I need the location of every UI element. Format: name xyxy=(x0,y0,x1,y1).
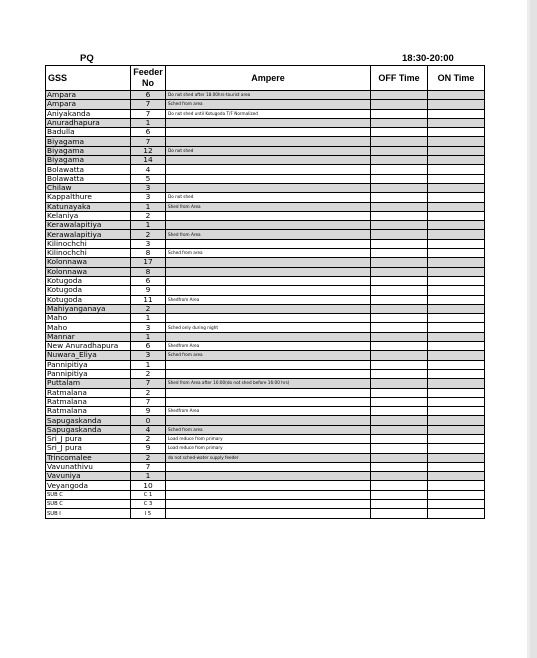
ampere-cell: Sched from area xyxy=(166,351,371,360)
table-row xyxy=(46,221,485,230)
off-time-cell xyxy=(371,379,428,388)
ampere-cell xyxy=(166,156,371,165)
on-time-cell xyxy=(428,323,485,332)
ampere-cell xyxy=(166,332,371,341)
on-time-cell xyxy=(428,332,485,341)
on-time-cell xyxy=(428,434,485,443)
off-time-cell xyxy=(371,193,428,202)
gss-cell: Nuwara_Eliya xyxy=(46,351,131,360)
ampere-cell: Sched only during night xyxy=(166,323,371,332)
table-row xyxy=(46,202,485,211)
table-row xyxy=(46,109,485,118)
off-time-cell xyxy=(371,183,428,192)
ampere-cell: Load reduce from primary xyxy=(166,434,371,443)
feeder-cell: 6 xyxy=(131,276,166,285)
gss-cell: Vavunathivu xyxy=(46,462,131,471)
gss-cell: SUB C xyxy=(46,490,131,499)
col-off-time: OFF Time xyxy=(371,66,428,91)
on-time-cell xyxy=(428,100,485,109)
table-row xyxy=(46,314,485,323)
gss-cell: Anuradhapura xyxy=(46,118,131,127)
feeder-cell: C 1 xyxy=(131,490,166,499)
gss-cell: Bolawatta xyxy=(46,174,131,183)
on-time-cell xyxy=(428,286,485,295)
ampere-cell xyxy=(166,118,371,127)
table-row xyxy=(46,128,485,137)
feeder-cell: I 5 xyxy=(131,509,166,518)
off-time-cell xyxy=(371,174,428,183)
on-time-cell xyxy=(428,351,485,360)
off-time-cell xyxy=(371,211,428,220)
ampere-cell: Do not shed xyxy=(166,193,371,202)
on-time-cell xyxy=(428,91,485,100)
on-time-cell xyxy=(428,295,485,304)
feeder-cell: 14 xyxy=(131,156,166,165)
off-time-cell xyxy=(371,165,428,174)
table-row xyxy=(46,118,485,127)
off-time-cell xyxy=(371,425,428,434)
gss-cell: Ampara xyxy=(46,91,131,100)
table-row xyxy=(46,146,485,155)
feeder-cell: 2 xyxy=(131,453,166,462)
table-row xyxy=(46,100,485,109)
feeder-cell: 3 xyxy=(131,351,166,360)
off-time-cell xyxy=(371,100,428,109)
off-time-cell xyxy=(371,323,428,332)
on-time-cell xyxy=(428,360,485,369)
table-row xyxy=(46,304,485,313)
off-time-cell xyxy=(371,304,428,313)
gss-cell: Vavuniya xyxy=(46,472,131,481)
off-time-cell xyxy=(371,500,428,509)
ampere-cell xyxy=(166,221,371,230)
table-body xyxy=(46,91,485,519)
on-time-cell xyxy=(428,397,485,406)
table-row xyxy=(46,156,485,165)
gss-cell: Kelaniya xyxy=(46,211,131,220)
off-time-cell xyxy=(371,342,428,351)
gss-cell: Chilaw xyxy=(46,183,131,192)
ampere-cell: Sched from area xyxy=(166,425,371,434)
off-time-cell xyxy=(371,109,428,118)
on-time-cell xyxy=(428,369,485,378)
on-time-cell xyxy=(428,258,485,267)
ampere-cell: Do not shed xyxy=(166,146,371,155)
off-time-cell xyxy=(371,434,428,443)
off-time-cell xyxy=(371,416,428,425)
gss-cell: Kilinochchi xyxy=(46,249,131,258)
ampere-cell xyxy=(166,137,371,146)
on-time-cell xyxy=(428,128,485,137)
feeder-cell: 6 xyxy=(131,128,166,137)
table-row xyxy=(46,369,485,378)
time-slot: 18:30-20:00 xyxy=(402,53,454,64)
on-time-cell xyxy=(428,156,485,165)
off-time-cell xyxy=(371,118,428,127)
on-time-cell xyxy=(428,481,485,490)
table-row xyxy=(46,481,485,490)
on-time-cell xyxy=(428,490,485,499)
gss-cell: Pannipitiya xyxy=(46,360,131,369)
feeder-cell: 1 xyxy=(131,202,166,211)
on-time-cell xyxy=(428,146,485,155)
off-time-cell xyxy=(371,369,428,378)
ampere-cell xyxy=(166,462,371,471)
off-time-cell xyxy=(371,472,428,481)
feeder-cell: 5 xyxy=(131,174,166,183)
on-time-cell xyxy=(428,407,485,416)
feeder-cell: 9 xyxy=(131,444,166,453)
off-time-cell xyxy=(371,481,428,490)
off-time-cell xyxy=(371,146,428,155)
on-time-cell xyxy=(428,509,485,518)
ampere-cell xyxy=(166,174,371,183)
on-time-cell xyxy=(428,416,485,425)
feeder-cell: 2 xyxy=(131,388,166,397)
table-row xyxy=(46,407,485,416)
ampere-cell: Shed from Area xyxy=(166,230,371,239)
col-gss: GSS xyxy=(46,66,131,91)
on-time-cell xyxy=(428,453,485,462)
off-time-cell xyxy=(371,239,428,248)
table-row xyxy=(46,434,485,443)
off-time-cell xyxy=(371,202,428,211)
gss-cell: Ampara xyxy=(46,100,131,109)
on-time-cell xyxy=(428,500,485,509)
table-row xyxy=(46,239,485,248)
off-time-cell xyxy=(371,388,428,397)
table-row xyxy=(46,332,485,341)
feeder-cell: 2 xyxy=(131,211,166,220)
gss-cell: Badulla xyxy=(46,128,131,137)
ampere-cell xyxy=(166,314,371,323)
table-row xyxy=(46,174,485,183)
gss-cell: Puttalam xyxy=(46,379,131,388)
gss-cell: Mannar xyxy=(46,332,131,341)
feeder-cell: 7 xyxy=(131,379,166,388)
table-row xyxy=(46,286,485,295)
gss-cell: Ratmalana xyxy=(46,397,131,406)
off-time-cell xyxy=(371,444,428,453)
ampere-cell xyxy=(166,416,371,425)
table-row xyxy=(46,211,485,220)
on-time-cell xyxy=(428,249,485,258)
feeder-cell: 9 xyxy=(131,407,166,416)
gss-cell: Sapugaskanda xyxy=(46,416,131,425)
ampere-cell: Do not shed until Kotugoda T/F Normalized xyxy=(166,109,371,118)
ampere-cell xyxy=(166,304,371,313)
off-time-cell xyxy=(371,230,428,239)
off-time-cell xyxy=(371,156,428,165)
ampere-cell xyxy=(166,128,371,137)
feeder-cell: 1 xyxy=(131,221,166,230)
on-time-cell xyxy=(428,211,485,220)
feeder-cell: 7 xyxy=(131,137,166,146)
feeder-cell: 7 xyxy=(131,397,166,406)
feeder-cell: C 3 xyxy=(131,500,166,509)
feeder-cell: 1 xyxy=(131,332,166,341)
table-row xyxy=(46,351,485,360)
scrollbar[interactable] xyxy=(530,0,537,658)
table-row xyxy=(46,249,485,258)
feeder-cell: 0 xyxy=(131,416,166,425)
feeder-cell: 7 xyxy=(131,462,166,471)
on-time-cell xyxy=(428,193,485,202)
table-row xyxy=(46,425,485,434)
table-row xyxy=(46,230,485,239)
on-time-cell xyxy=(428,462,485,471)
table-row xyxy=(46,472,485,481)
feeder-cell: 3 xyxy=(131,183,166,192)
ampere-cell xyxy=(166,239,371,248)
feeder-cell: 1 xyxy=(131,118,166,127)
gss-cell: Kappalthure xyxy=(46,193,131,202)
table-row xyxy=(46,397,485,406)
feeder-cell: 1 xyxy=(131,360,166,369)
feeder-cell: 7 xyxy=(131,109,166,118)
table-row xyxy=(46,379,485,388)
table-header-row xyxy=(46,66,485,91)
gss-cell: Pannipitiya xyxy=(46,369,131,378)
gss-cell: Ratmalana xyxy=(46,388,131,397)
off-time-cell xyxy=(371,407,428,416)
feeder-cell: 4 xyxy=(131,425,166,434)
feeder-cell: 3 xyxy=(131,323,166,332)
gss-cell: Trincomalee xyxy=(46,453,131,462)
table-row xyxy=(46,500,485,509)
gss-cell: Kotugoda xyxy=(46,276,131,285)
on-time-cell xyxy=(428,221,485,230)
table-row xyxy=(46,165,485,174)
ampere-cell xyxy=(166,276,371,285)
gss-cell: Kolonnawa xyxy=(46,258,131,267)
feeder-cell: 3 xyxy=(131,239,166,248)
table-row xyxy=(46,388,485,397)
on-time-cell xyxy=(428,109,485,118)
gss-cell: Kerawalapitiya xyxy=(46,221,131,230)
ampere-cell: Shedfrom Area xyxy=(166,342,371,351)
table-row xyxy=(46,323,485,332)
off-time-cell xyxy=(371,360,428,369)
ampere-cell xyxy=(166,490,371,499)
ampere-cell: Shedfrom Area xyxy=(166,295,371,304)
off-time-cell xyxy=(371,91,428,100)
on-time-cell xyxy=(428,314,485,323)
feeder-cell: 10 xyxy=(131,481,166,490)
ampere-cell xyxy=(166,500,371,509)
off-time-cell xyxy=(371,128,428,137)
feeder-cell: 17 xyxy=(131,258,166,267)
feeder-cell: 4 xyxy=(131,165,166,174)
off-time-cell xyxy=(371,286,428,295)
ampere-cell xyxy=(166,165,371,174)
gss-cell: SUB I xyxy=(46,509,131,518)
ampere-cell xyxy=(166,183,371,192)
on-time-cell xyxy=(428,276,485,285)
gss-cell: Sri_J pura xyxy=(46,434,131,443)
ampere-cell xyxy=(166,360,371,369)
load-shedding-table xyxy=(45,65,485,519)
off-time-cell xyxy=(371,462,428,471)
gss-cell: Katunayaka xyxy=(46,202,131,211)
on-time-cell xyxy=(428,137,485,146)
gss-cell: SUB C xyxy=(46,500,131,509)
on-time-cell xyxy=(428,174,485,183)
on-time-cell xyxy=(428,444,485,453)
feeder-cell: 2 xyxy=(131,230,166,239)
gss-cell: Kolonnawa xyxy=(46,267,131,276)
off-time-cell xyxy=(371,137,428,146)
gss-cell: Mahiyanganaya xyxy=(46,304,131,313)
ampere-cell: Do not shed after 18.00hrs-tourist area xyxy=(166,91,371,100)
on-time-cell xyxy=(428,230,485,239)
table-row xyxy=(46,416,485,425)
table-row xyxy=(46,295,485,304)
feeder-cell: 9 xyxy=(131,286,166,295)
table-row xyxy=(46,462,485,471)
on-time-cell xyxy=(428,165,485,174)
table-row xyxy=(46,258,485,267)
feeder-cell: 12 xyxy=(131,146,166,155)
ampere-cell: Shedfrom Area xyxy=(166,407,371,416)
table-row xyxy=(46,183,485,192)
ampere-cell xyxy=(166,267,371,276)
on-time-cell xyxy=(428,379,485,388)
ampere-cell: Load reduce from primary xyxy=(166,444,371,453)
feeder-cell: 2 xyxy=(131,369,166,378)
feeder-cell: 2 xyxy=(131,434,166,443)
col-feeder: Feeder No xyxy=(131,66,166,91)
table-row xyxy=(46,453,485,462)
ampere-cell: Shed from Area after 16:00(do not shed before 16:00 hrs) xyxy=(166,379,371,388)
ampere-cell xyxy=(166,509,371,518)
gss-cell: Biyagama xyxy=(46,156,131,165)
gss-cell: Bolawatta xyxy=(46,165,131,174)
feeder-cell: 6 xyxy=(131,91,166,100)
gss-cell: Sri_J pura xyxy=(46,444,131,453)
feeder-cell: 8 xyxy=(131,267,166,276)
gss-cell: Veyangoda xyxy=(46,481,131,490)
off-time-cell xyxy=(371,295,428,304)
gss-cell: Kilinochchi xyxy=(46,239,131,248)
table-row xyxy=(46,91,485,100)
on-time-cell xyxy=(428,304,485,313)
feeder-cell: 3 xyxy=(131,193,166,202)
feeder-cell: 2 xyxy=(131,304,166,313)
ampere-cell: do not sched-water supply feeder xyxy=(166,453,371,462)
table-row xyxy=(46,342,485,351)
feeder-cell: 6 xyxy=(131,342,166,351)
off-time-cell xyxy=(371,332,428,341)
ampere-cell xyxy=(166,472,371,481)
table-row xyxy=(46,276,485,285)
gss-cell: Kotugoda xyxy=(46,295,131,304)
table-row xyxy=(46,509,485,518)
on-time-cell xyxy=(428,472,485,481)
gss-cell: Biyagama xyxy=(46,146,131,155)
ampere-cell: Shed from Area xyxy=(166,202,371,211)
off-time-cell xyxy=(371,221,428,230)
table-row xyxy=(46,137,485,146)
off-time-cell xyxy=(371,453,428,462)
table-row xyxy=(46,360,485,369)
off-time-cell xyxy=(371,509,428,518)
on-time-cell xyxy=(428,388,485,397)
off-time-cell xyxy=(371,314,428,323)
feeder-cell: 1 xyxy=(131,314,166,323)
gss-cell: Maho xyxy=(46,323,131,332)
off-time-cell xyxy=(371,276,428,285)
off-time-cell xyxy=(371,267,428,276)
gss-cell: Kerawalapitiya xyxy=(46,230,131,239)
gss-cell: Ratmalana xyxy=(46,407,131,416)
gss-cell: Kotugoda xyxy=(46,286,131,295)
on-time-cell xyxy=(428,202,485,211)
on-time-cell xyxy=(428,342,485,351)
on-time-cell xyxy=(428,183,485,192)
col-ampere: Ampere xyxy=(166,66,371,91)
gss-cell: Maho xyxy=(46,314,131,323)
ampere-cell: Sched from area xyxy=(166,249,371,258)
gss-cell: Sapugaskanda xyxy=(46,425,131,434)
on-time-cell xyxy=(428,267,485,276)
table-row xyxy=(46,267,485,276)
feeder-cell: 7 xyxy=(131,100,166,109)
ampere-cell xyxy=(166,388,371,397)
col-on-time: ON Time xyxy=(428,66,485,91)
table-row xyxy=(46,193,485,202)
off-time-cell xyxy=(371,258,428,267)
feeder-cell: 1 xyxy=(131,472,166,481)
off-time-cell xyxy=(371,397,428,406)
ampere-cell xyxy=(166,258,371,267)
off-time-cell xyxy=(371,249,428,258)
off-time-cell xyxy=(371,351,428,360)
table-row xyxy=(46,490,485,499)
feeder-cell: 8 xyxy=(131,249,166,258)
off-time-cell xyxy=(371,490,428,499)
gss-cell: Biyagama xyxy=(46,137,131,146)
ampere-cell xyxy=(166,211,371,220)
ampere-cell xyxy=(166,286,371,295)
ampere-cell xyxy=(166,397,371,406)
on-time-cell xyxy=(428,425,485,434)
ampere-cell xyxy=(166,369,371,378)
gss-cell: Aniyakanda xyxy=(46,109,131,118)
on-time-cell xyxy=(428,239,485,248)
feeder-cell: 11 xyxy=(131,295,166,304)
gss-cell: New Anuradhapura xyxy=(46,342,131,351)
on-time-cell xyxy=(428,118,485,127)
ampere-cell: Sched from area xyxy=(166,100,371,109)
sheet-label: PQ xyxy=(80,53,94,64)
ampere-cell xyxy=(166,481,371,490)
table-row xyxy=(46,444,485,453)
